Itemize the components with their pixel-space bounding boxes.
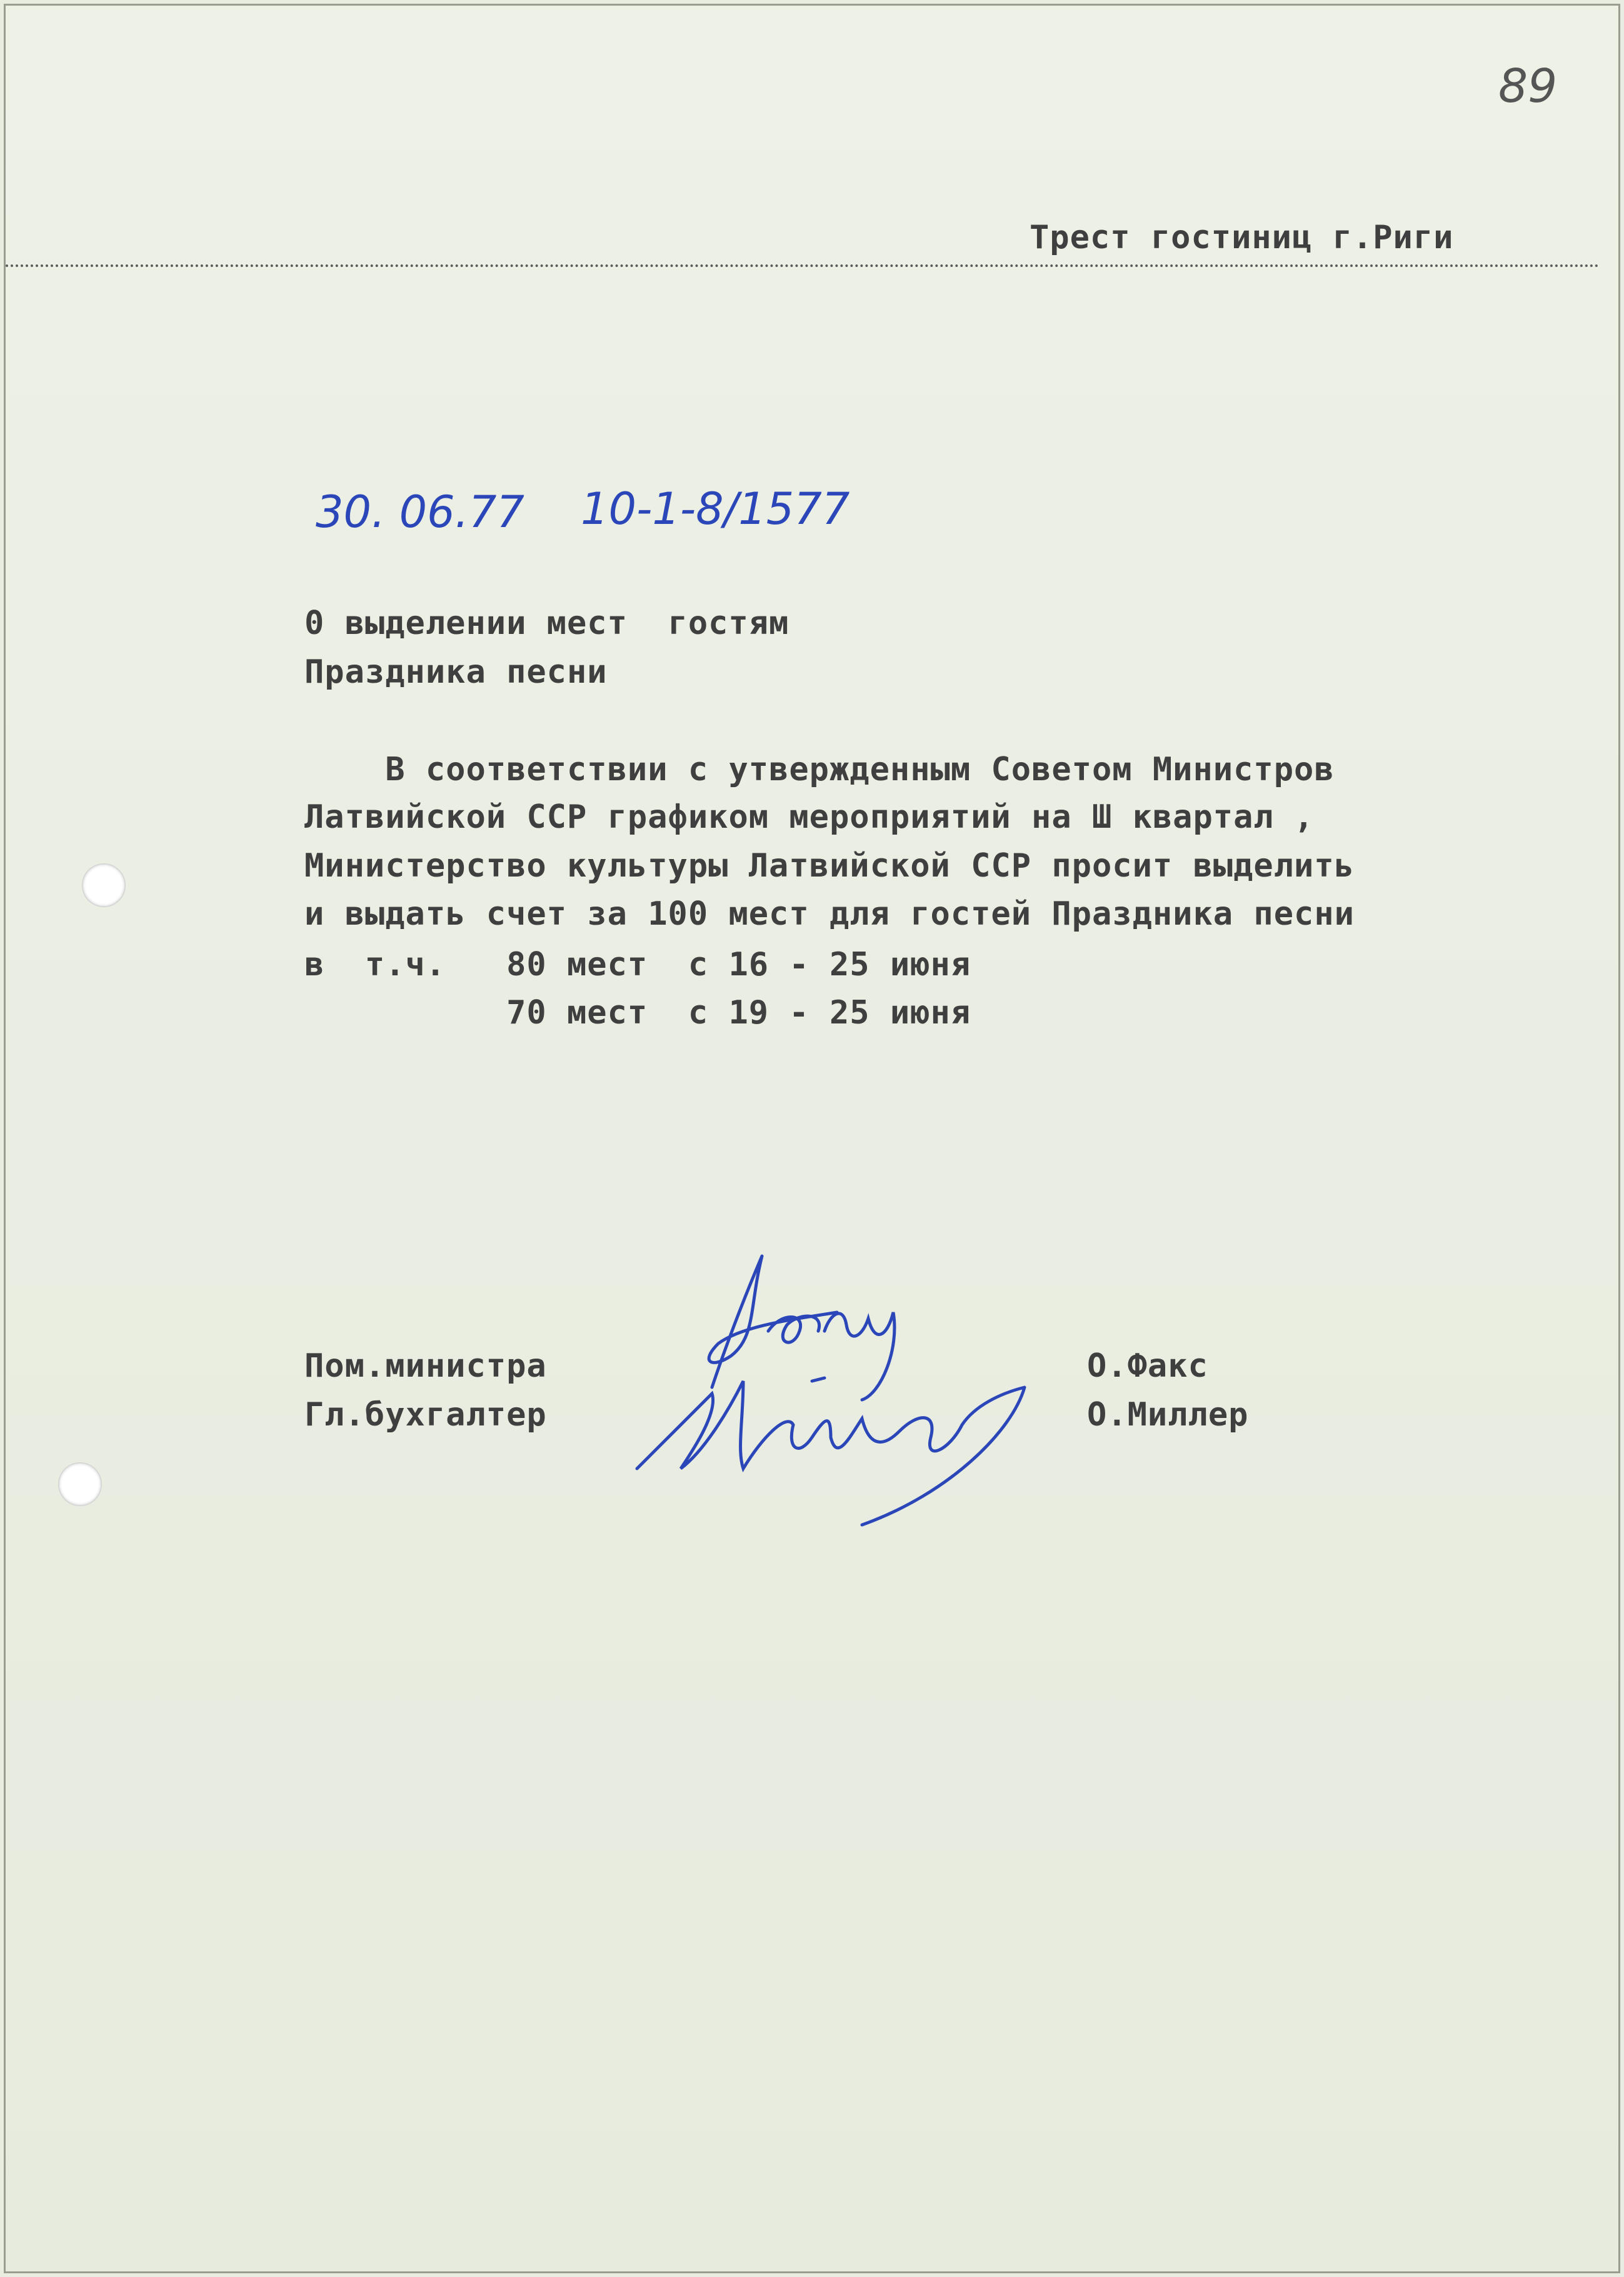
handwritten-signature-2 [624, 1344, 1062, 1531]
binder-hole-top [82, 863, 126, 907]
body-line: Латвийской ССР графиком мероприятий на Ш квартал , [304, 798, 1315, 836]
body-line: Министерство культуры Латвийской ССР просит выделить [304, 847, 1355, 885]
signatory-position-1: Пом.министра [304, 1347, 547, 1385]
binder-hole-bottom [58, 1462, 102, 1506]
signatory-name-2: О.Миллер [1087, 1396, 1249, 1434]
recipient-header: Трест гостиниц г.Риги [1030, 219, 1454, 256]
body-line: и выдать счет за 100 мест для гостей Праздника песни [304, 895, 1355, 933]
document-page [4, 4, 1620, 2273]
body-line: В соответствии с утвержденным Советом Министров [304, 751, 1335, 788]
body-line: 70 мест с 19 - 25 июня [304, 994, 971, 1032]
body-line: в т.ч. 80 мест с 16 - 25 июня [304, 946, 971, 983]
signatory-name-1: О.Факс [1087, 1347, 1208, 1385]
header-divider [6, 264, 1600, 267]
folio-number: 89 [1498, 59, 1558, 113]
subject-line-2: Праздника песни [304, 653, 608, 691]
signatory-position-2: Гл.бухгалтер [304, 1396, 547, 1434]
subject-line-1: 0 выделении мест гостям [304, 605, 789, 642]
registration-date: 30. 06.77 [316, 486, 524, 538]
registration-number: 10-1-8/1577 [581, 483, 850, 535]
